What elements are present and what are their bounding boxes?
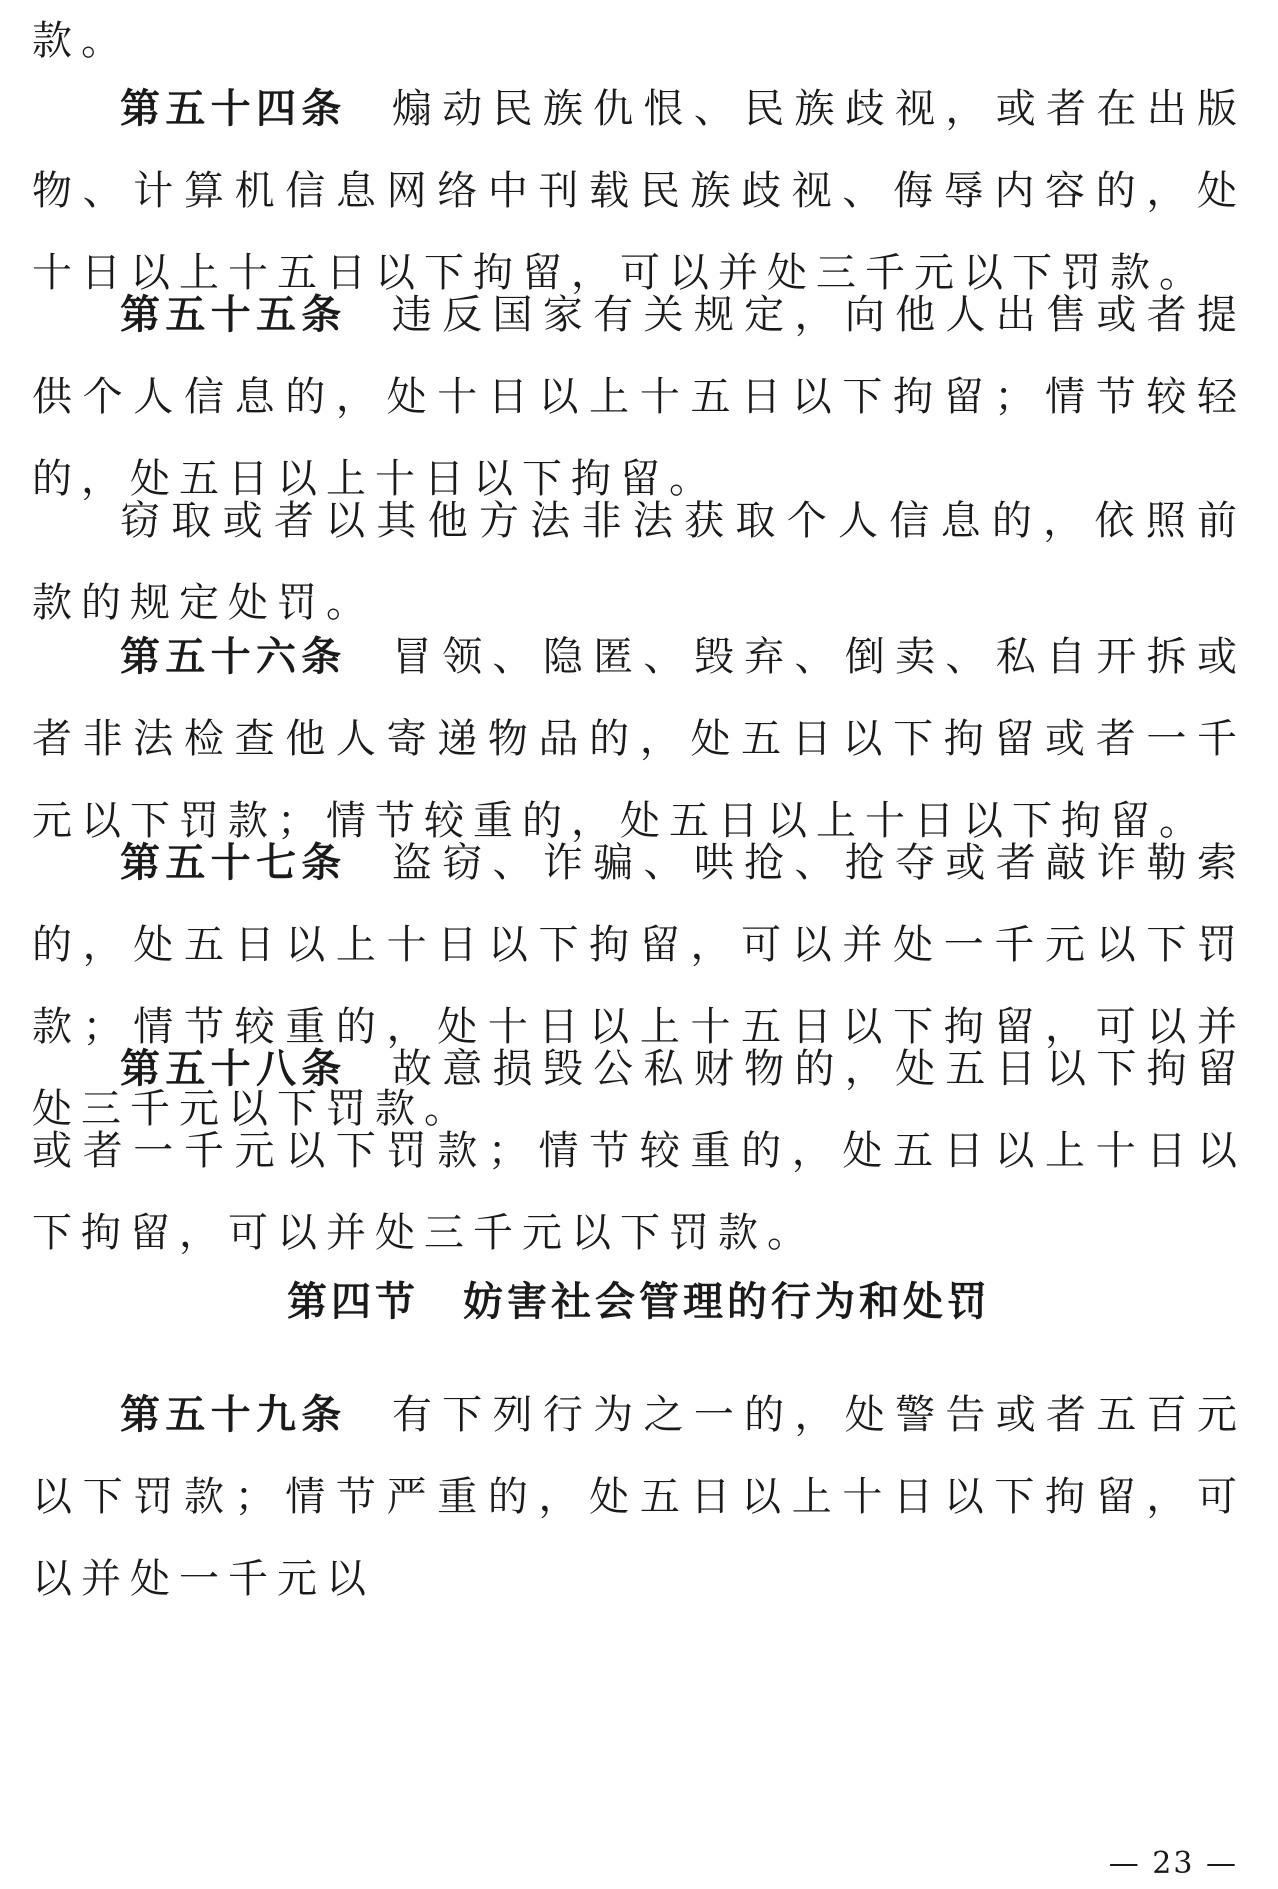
article-text: 煽动民族仇恨、民族歧视，或者在出版物、计算机信息网络中刊载民族歧视、侮辱内容的，处十日以上十五日以下拘留，可以并处三千元以下罚款。 bbox=[32, 86, 1247, 296]
paragraph-text: 款。 bbox=[32, 18, 130, 64]
article-number: 第五十四条 bbox=[120, 86, 347, 132]
article-text: 违反国家有关规定，向他人出售或者提供个人信息的，处十日以上十五日以下拘留；情节较轻的，处五日以上十日以下拘留。 bbox=[32, 292, 1247, 502]
article-number: 第五十六条 bbox=[120, 634, 347, 680]
article-text: 故意损毁公私财物的，处五日以下拘留或者一千元以下罚款；情节较重的，处五日以上十日以下拘留，可以并处三千元以下罚款。 bbox=[32, 1046, 1247, 1256]
article-number: 第五十八条 bbox=[120, 1046, 347, 1092]
article-58 bbox=[32, 1028, 1246, 1274]
section-title-text: 妨害社会管理的行为和处罚 bbox=[463, 1279, 991, 1325]
article-number: 第五十九条 bbox=[120, 1392, 347, 1438]
section-number: 第四节 bbox=[287, 1279, 419, 1325]
article-number: 第五十五条 bbox=[120, 292, 347, 338]
section-heading bbox=[0, 1272, 1278, 1332]
article-number: 第五十七条 bbox=[120, 840, 347, 886]
article-59 bbox=[32, 1374, 1246, 1620]
article-text: 盗窃、诈骗、哄抢、抢夺或者敲诈勒索的，处五日以上十日以下拘留，可以并处一千元以下罚款；情节较重的，处十日以上十五日以下拘留，可以并处三千元以下罚款。 bbox=[32, 840, 1247, 1132]
page-number: — 23 — bbox=[1108, 1846, 1238, 1881]
article-text: 冒领、隐匿、毁弃、倒卖、私自开拆或者非法检查他人寄递物品的，处五日以下拘留或者一千元以下罚款；情节较重的，处五日以上十日以下拘留。 bbox=[32, 634, 1247, 844]
article-text: 有下列行为之一的，处警告或者五百元以下罚款；情节严重的，处五日以上十日以下拘留，可以并处一千元以 bbox=[32, 1392, 1247, 1602]
paragraph-text: 窃取或者以其他方法非法获取个人信息的，依照前款的规定处罚。 bbox=[32, 498, 1246, 626]
